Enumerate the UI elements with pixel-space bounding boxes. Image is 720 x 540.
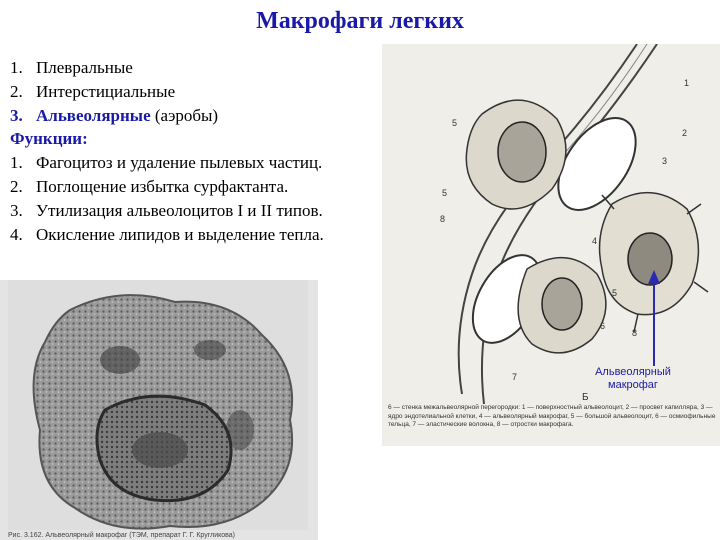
alveolar-macrophage-label: Альвеолярный макрофаг — [595, 366, 671, 391]
figure-letter: Б — [582, 392, 589, 403]
item-number: 1. — [10, 58, 23, 77]
figure-number: 1 — [684, 78, 690, 88]
item-number: 2. — [10, 176, 23, 196]
micro-caption: Рис. 3.162. Альвеолярный макрофаг (ТЭМ, препарат Г. Г. Кругликова) — [8, 532, 236, 539]
item-text: (аэробы) — [150, 105, 219, 125]
figure-number: 2 — [682, 128, 688, 138]
item-text: Поглощение избытка сурфактанта. — [36, 176, 289, 196]
function-item — [10, 151, 380, 175]
item-text: Интерстициальные — [36, 81, 176, 101]
item-text: Окисление липидов и выделение тепла. — [36, 224, 324, 244]
figure-number: 8 — [632, 328, 638, 338]
figure-number: 5 — [452, 118, 458, 128]
functions-heading: Функции: — [10, 129, 88, 149]
electron-micrograph-image — [0, 280, 318, 540]
function-item — [10, 199, 380, 223]
function-item — [10, 175, 380, 199]
item-text: Фагоцитоз и удаление пылевых частиц. — [36, 153, 323, 173]
figure-number: 4 — [592, 236, 598, 246]
item-number: 4. — [10, 224, 23, 244]
figure-number: 5 — [442, 188, 448, 198]
page-title: Макрофаги легких — [256, 8, 464, 34]
item-text: Плевральные — [36, 58, 133, 77]
content-text — [10, 56, 380, 246]
function-item — [10, 223, 380, 247]
type-item — [10, 104, 380, 128]
figure-number: 8 — [440, 214, 446, 224]
item-text: Утилизация альвеолоцитов I и II типов. — [36, 200, 323, 220]
figure-number: 6 — [600, 321, 606, 331]
item-number: 3. — [10, 200, 23, 220]
item-number: 3. — [10, 105, 23, 125]
type-item — [10, 80, 380, 104]
figure-number: 5 — [612, 288, 618, 298]
figure-legend: 6 — стенка межальвеолярной перегородки: 1 — поверхностный альвеолоцит, 2 — просвет капилляра, 3 — ядро эндотелиальной клетки, 4 — альвеолярный макрофаг, 5 — большой альвеолоцит, 6 — осмиофильные тельца, 7 — эластические волокна, 8 — отростки макрофага. — [388, 404, 716, 428]
item-number: 1. — [10, 153, 23, 173]
figure-number: 3 — [662, 156, 668, 166]
figure-number: 7 — [512, 372, 518, 382]
item-number: 2. — [10, 81, 23, 101]
item-highlight: Альвеолярные — [36, 105, 151, 125]
type-item — [10, 56, 380, 80]
